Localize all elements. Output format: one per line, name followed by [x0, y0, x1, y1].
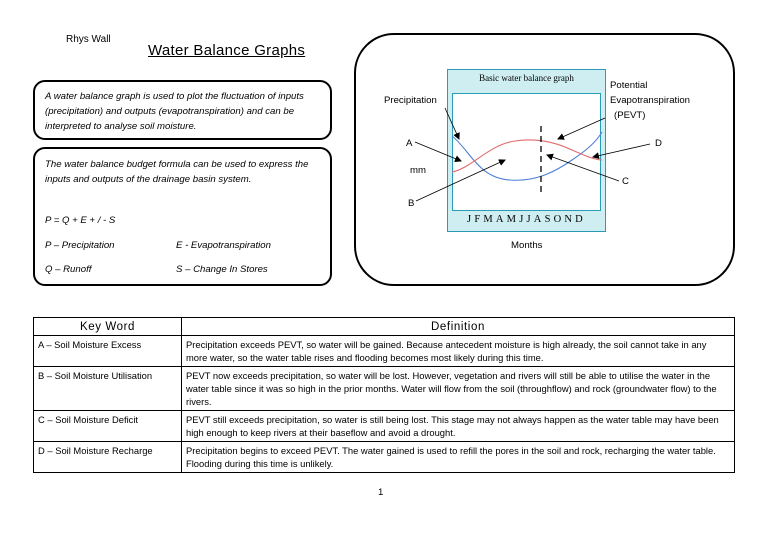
arrow-b [416, 160, 505, 201]
y-axis-label: mm [410, 165, 426, 176]
key-word-cell: D – Soil Moisture Recharge [34, 442, 182, 473]
key-word-cell: A – Soil Moisture Excess [34, 336, 182, 367]
marker-d: D [655, 138, 662, 149]
formula-equation: P = Q + E + / - S [45, 215, 116, 226]
month-initials: JFMAMJJASOND [467, 214, 586, 225]
definition-cell: PEVT still exceeds precipitation, so water is still being lost. This stage may not always happen as the water table may have been high enough to keep rivers at their baseflow and avoid a drought. [182, 411, 735, 442]
formula-term-p: P – Precipitation [45, 240, 115, 251]
table-row [34, 367, 735, 411]
precipitation-pointer [445, 108, 459, 139]
key-word-cell: C – Soil Moisture Deficit [34, 411, 182, 442]
formula-term-s: S – Change In Stores [176, 264, 268, 275]
graph-title: Basic water balance graph [479, 73, 574, 83]
key-word-cell: B – Soil Moisture Utilisation [34, 367, 182, 411]
pevt-curve [452, 140, 602, 172]
table-header-row [34, 318, 735, 336]
page-number: 1 [378, 487, 384, 498]
definitions-table [33, 317, 735, 473]
table-row [34, 411, 735, 442]
pevt-label-line-2: Evapotranspiration [610, 95, 690, 106]
intro-text: A water balance graph is used to plot the fluctuation of inputs (precipitation) and outputs (evapotranspiration) and can be interpreted to analyse soil moisture. [45, 91, 304, 132]
page-title: Water Balance Graphs [148, 42, 306, 59]
marker-c: C [622, 176, 629, 187]
formula-description: The water balance budget formula can be used to express the inputs and outputs of the drainage basin system. [45, 159, 309, 185]
formula-term-q: Q – Runoff [45, 264, 92, 275]
arrow-d [593, 144, 650, 157]
marker-b: B [408, 198, 415, 209]
pevt-pointer [558, 118, 605, 139]
definition-cell: PEVT now exceeds precipitation, so water will be lost. However, vegetation and rivers will still be able to utilise the water in the water table since it was so high in the prior months. Water will flow from the soil (throughflow) and rock (groundwater flow) to the rivers. [182, 367, 735, 411]
header-key-word: Key Word [34, 318, 182, 336]
pevt-label-line-3: (PEVT) [614, 110, 646, 121]
table-row [34, 442, 735, 473]
formula-term-e: E - Evapotranspiration [176, 240, 271, 251]
marker-a: A [406, 138, 413, 149]
x-axis-label: Months [511, 240, 543, 251]
definition-cell: Precipitation exceeds PEVT, so water will be gained. Because antecedent moisture is high already, the soil cannot take in any more water, so the water table rises and flooding becomes most likely during this time. [182, 336, 735, 367]
precipitation-label: Precipitation [384, 95, 437, 106]
pevt-label-line-1: Potential [610, 80, 648, 91]
table-row [34, 336, 735, 367]
arrow-c [547, 155, 619, 181]
precipitation-curve [452, 132, 602, 180]
author-name: Rhys Wall [66, 34, 111, 45]
arrow-a [415, 142, 461, 161]
definition-cell: Precipitation begins to exceed PEVT. The water gained is used to refill the pores in the soil and rock, recharging the water table. Flooding during this time is unlikely. [182, 442, 735, 473]
header-definition: Definition [182, 318, 735, 336]
